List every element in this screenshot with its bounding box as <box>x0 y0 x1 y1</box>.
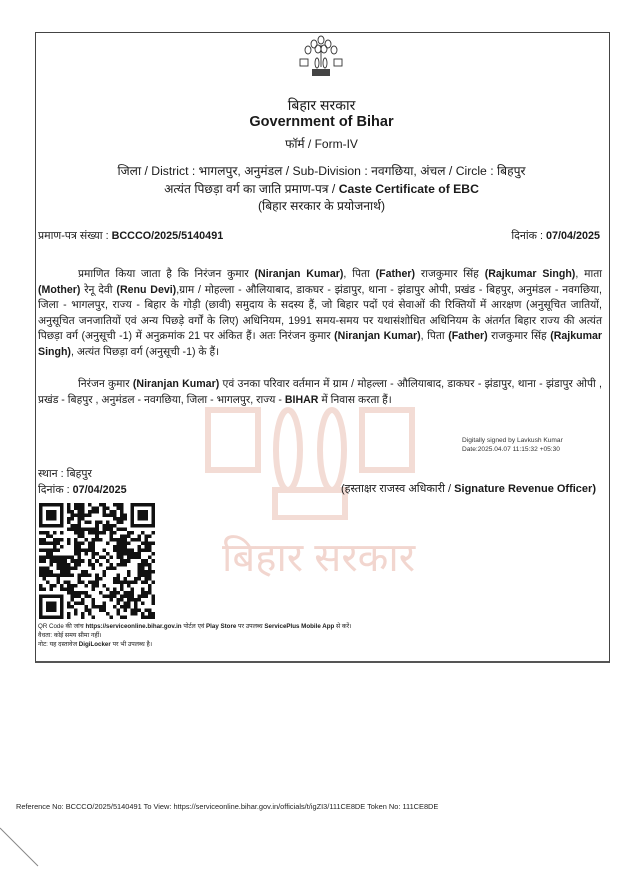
digilocker-note: नोट: यह दस्तावेज DigiLocker पर भी उपलब्ध है। <box>38 641 153 648</box>
body-text-segment: , अत्यंत पिछड़ा वर्ग (अनुसूची -1) के हैं। <box>70 345 220 358</box>
body-text-segment: , पिता <box>420 330 449 343</box>
certificate-body-paragraph-2 <box>38 377 602 408</box>
watermark-text: बिहार सरकार <box>222 536 416 580</box>
jurisdiction-line: जिला / District : भागलपुर, अनुमंडल / Sub-Division : नवगछिया, अंचल / Circle : बिहपुर <box>117 164 526 178</box>
body-text-segment: निरंजन कुमार <box>78 378 133 390</box>
signature-officer: (हस्ताक्षर राजस्व अधिकारी / Signature Revenue Officer) <box>341 483 596 495</box>
body-text-segment: , माता <box>575 268 602 280</box>
body-text-segment: (Rajkumar Singh) <box>484 268 576 280</box>
body-text-segment: रेनू देवी <box>80 283 117 296</box>
body-text-segment: (Father) <box>375 268 416 280</box>
body-text-segment: (Niranjan Kumar) <box>254 268 344 280</box>
body-text-segment: (Niranjan Kumar) <box>334 330 421 343</box>
certificate-body-paragraph-1 <box>38 267 602 361</box>
form-label: फॉर्म / Form-IV <box>285 137 358 151</box>
digital-signature: Digitally signed by Lavkush Kumar Date:2025.04.07 11:15:32 +05:30 <box>462 437 563 453</box>
watermark-emblem-icon <box>200 390 420 520</box>
certificate-date: दिनांक : 07/04/2025 <box>511 230 600 242</box>
reference-footer: Reference No: BCCCO/2025/5140491 To View: https://serviceonline.bihar.gov.in/officials/t/igZI3/111CE8DE Token No: 111CE8DE <box>16 802 439 811</box>
verification-notes <box>38 622 598 649</box>
body-text-segment: ,ग्राम / मोहल्ला - औलियाबाद, डाकघर - झंडापुर, थाना - झंडापुर ओपी, प्रखंड - बिहपुर, अनुमंडल - नवगछिया, जिला - भागलपुर, राज्य - बिहार के गोड़ी (छावी) समुदाय के सदस्य हैं, जो बिहार पदों एवं सेवाओं की रिक्तियों में आरक्षण (अनुसूचित जातियों, अनुसूचित जनजातियों एवं अन्य पिछड़े वर्गों के लिए) अधिनियम, 1991 समय-समय पर यथासंशोधित अधिनियम के अंतर्गत बिहार राज्य की अत्यंत पिछड़ा वर्ग (अनुसूची -1) में अनुक्रमांक 21 पर अंकित हैं। अतः निरंजन कुमार <box>38 283 602 343</box>
purpose: (बिहार सरकार के प्रयोजनार्थ) <box>258 199 385 213</box>
validity-note: वैधता: कोई समय सीमा नहीं। <box>38 632 102 639</box>
qr-code[interactable] <box>38 503 156 619</box>
body-text-segment: (Father) <box>448 330 488 343</box>
qr-note: QR Code की जांच https://serviceonline.bihar.gov.in पोर्टल एवं Play Store पर उपलब्ध ServicePlus Mobile App से करें। <box>38 623 352 630</box>
body-text-segment: (Rajkumar Singh) <box>38 330 602 358</box>
title-english: Government of Bihar <box>249 114 394 130</box>
bihar-emblem-icon <box>298 33 344 79</box>
body-text-segment: (Mother) <box>38 283 81 296</box>
body-text-segment: , पिता <box>343 268 376 280</box>
body-text-segment: में निवास करता हैं। <box>318 393 392 406</box>
body-text-segment: राजकुमार सिंह <box>487 330 551 343</box>
body-text-segment: एवं उनका परिवार वर्तमान में ग्राम / मोहल्ला - औलियाबाद, डाकघर - झंडापुर, थाना - झंडापुर ओपी , प्रखंड - बिहपुर , अनुमंडल - नवगछिया, जिला - भागलपुर, राज्य - <box>38 378 602 406</box>
body-text-segment: प्रमाणित किया जाता है कि निरंजन कुमार <box>78 268 255 280</box>
body-text-segment: (Renu Devi) <box>116 283 177 296</box>
page-fold-mark-icon <box>0 826 40 876</box>
body-text-segment: राजकुमार सिंह <box>415 268 485 280</box>
body-text-segment: BIHAR <box>284 393 319 406</box>
place: स्थान : बिहपुर <box>38 468 92 480</box>
body-text-segment: (Niranjan Kumar) <box>132 378 220 390</box>
certificate-number: प्रमाण-पत्र संख्या : BCCCO/2025/5140491 <box>38 230 224 242</box>
certificate-type: अत्यंत पिछड़ा वर्ग का जाति प्रमाण-पत्र / Caste Certificate of EBC <box>164 182 479 196</box>
title-hindi: बिहार सरकार <box>287 97 356 113</box>
signature-date: दिनांक : 07/04/2025 <box>38 484 127 496</box>
